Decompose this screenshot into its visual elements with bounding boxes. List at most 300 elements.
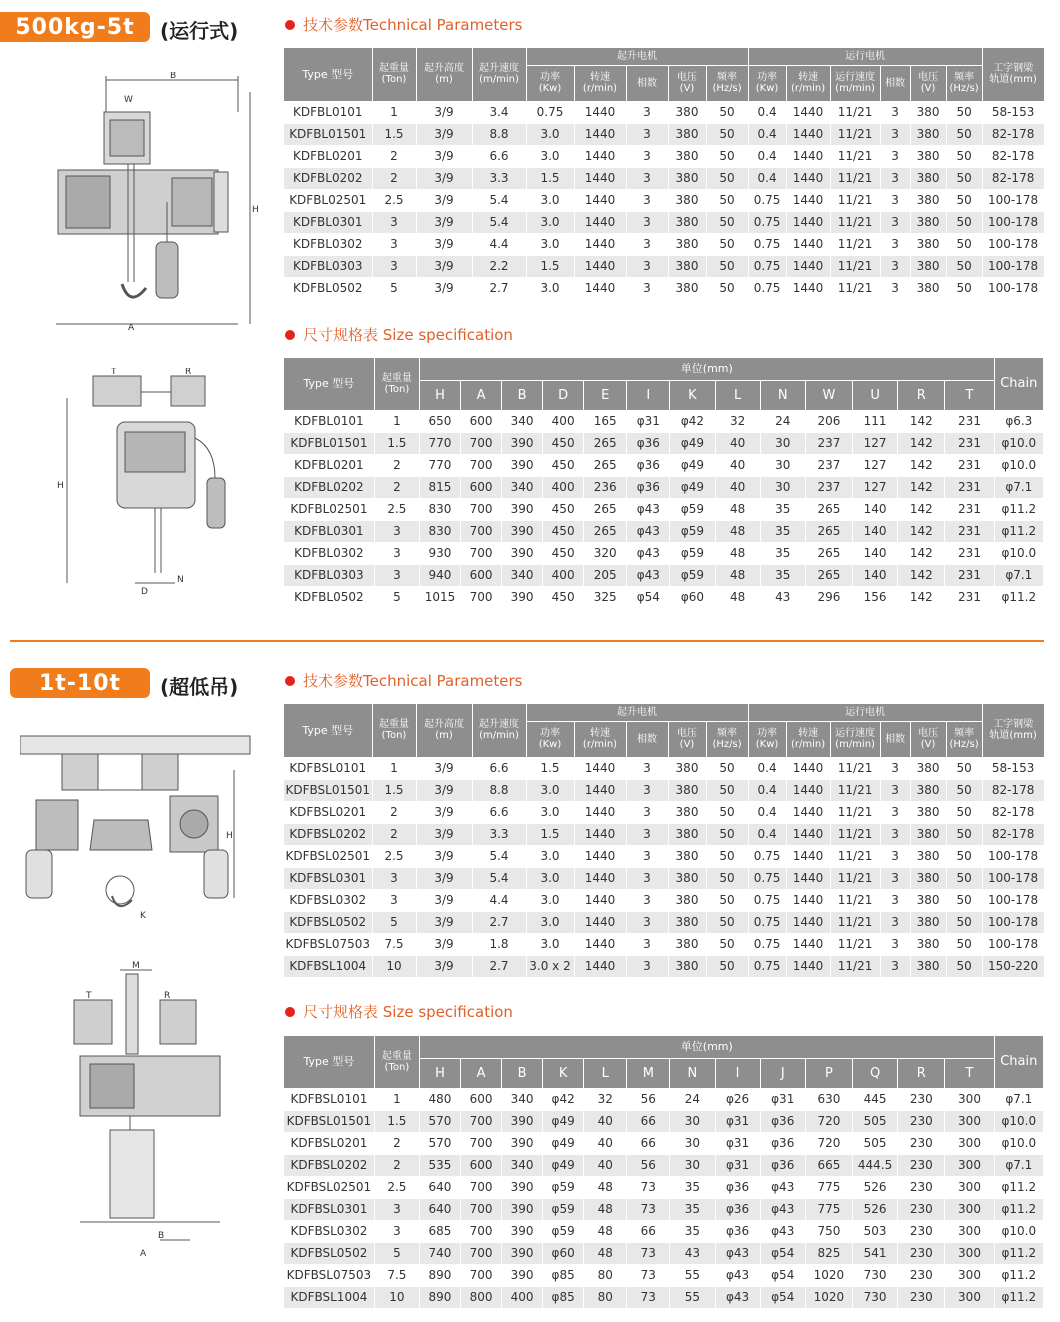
table-cell: 7.5 <box>374 1264 419 1286</box>
table-cell: 230 <box>898 1176 945 1198</box>
table-cell: 390 <box>502 1220 543 1242</box>
th-hoist-motor: 起升电机 <box>526 48 748 65</box>
table-row <box>284 454 1044 476</box>
model-cell: KDFBL0201 <box>284 145 372 167</box>
table-cell: 1440 <box>786 233 830 255</box>
table-cell: 48 <box>715 520 760 542</box>
table-cell: 30 <box>760 476 805 498</box>
table-cell: 50 <box>946 933 982 955</box>
column-header: L <box>584 1058 627 1088</box>
table-cell: 0.75 <box>526 101 574 123</box>
table-cell: 32 <box>715 410 760 432</box>
table-cell: 142 <box>898 410 945 432</box>
table-cell: φ60 <box>543 1242 584 1264</box>
table-cell: 3 <box>626 845 668 867</box>
table-cell: 0.75 <box>748 845 786 867</box>
table-row <box>284 933 1044 955</box>
table-cell: 0.75 <box>748 189 786 211</box>
table-cell: 1440 <box>786 867 830 889</box>
table-cell: 700 <box>461 1198 502 1220</box>
table-cell: 444.5 <box>853 1154 898 1176</box>
table-cell: 1.5 <box>372 123 416 145</box>
table-cell: 82-178 <box>982 801 1044 823</box>
table-row <box>284 211 1044 233</box>
table-cell: 300 <box>945 1088 994 1110</box>
column-header: M <box>627 1058 670 1088</box>
table-cell: φ59 <box>670 542 715 564</box>
table-cell: 400 <box>543 410 584 432</box>
dim-label-k: K <box>140 911 146 921</box>
table-cell: 11/21 <box>830 233 880 255</box>
table-cell: 380 <box>910 801 946 823</box>
table-cell: 3 <box>372 233 416 255</box>
table-cell: 640 <box>419 1176 460 1198</box>
table-cell: 230 <box>898 1286 945 1308</box>
table-row <box>284 1198 1044 1220</box>
table-cell: 3.3 <box>472 167 526 189</box>
table-cell: 1440 <box>786 757 830 779</box>
table-cell: 80 <box>584 1264 627 1286</box>
table-cell: 56 <box>627 1154 670 1176</box>
table-cell: 48 <box>715 564 760 586</box>
table-cell: 265 <box>805 520 852 542</box>
table-cell: 380 <box>668 233 706 255</box>
table-cell: 40 <box>715 476 760 498</box>
table-cell: 230 <box>898 1220 945 1242</box>
th-height: 起升高度 (m) <box>416 48 472 101</box>
th-capacity: 起重量 (Ton) <box>374 358 419 410</box>
table-cell: 380 <box>668 277 706 299</box>
table-cell: 11/21 <box>830 889 880 911</box>
model-cell: KDFBL02501 <box>284 189 372 211</box>
model-cell: KDFBL0303 <box>284 255 372 277</box>
table-cell: 50 <box>706 167 748 189</box>
dim-label-b2: B <box>158 1231 165 1241</box>
table-cell: 3.0 <box>526 123 574 145</box>
table-cell: 380 <box>668 933 706 955</box>
table-cell: 50 <box>706 867 748 889</box>
table-cell: φ11.2 <box>994 520 1043 542</box>
table-cell: 11/21 <box>830 867 880 889</box>
column-header: T <box>945 1058 994 1088</box>
table-cell: 3.0 <box>526 933 574 955</box>
table-cell: 1440 <box>786 955 830 977</box>
table-cell: 50 <box>946 757 982 779</box>
table-cell: 73 <box>627 1198 670 1220</box>
column-header: N <box>670 1058 715 1088</box>
table-cell: φ31 <box>715 1132 760 1154</box>
model-cell: KDFBSL0502 <box>284 1242 374 1264</box>
table-cell: 3/9 <box>416 889 472 911</box>
table-cell: 2.7 <box>472 955 526 977</box>
table-cell: 82-178 <box>982 145 1044 167</box>
table-row <box>284 410 1044 432</box>
table-cell: 100-178 <box>982 189 1044 211</box>
table-cell: 50 <box>946 845 982 867</box>
table-cell: 265 <box>584 498 627 520</box>
model-cell: KDFBSL0202 <box>284 823 372 845</box>
table-cell: 73 <box>627 1242 670 1264</box>
table-cell: 300 <box>945 1110 994 1132</box>
table-cell: 3 <box>372 867 416 889</box>
table-cell: 111 <box>853 410 898 432</box>
table-cell: 3 <box>626 277 668 299</box>
table-cell: 3 <box>880 189 910 211</box>
table-cell: 265 <box>805 564 852 586</box>
table-cell: 48 <box>715 586 760 608</box>
table-cell: 50 <box>706 145 748 167</box>
table-cell: 1 <box>374 1088 419 1110</box>
table-cell: 700 <box>461 1264 502 1286</box>
table-cell: 127 <box>853 454 898 476</box>
table-cell: 24 <box>760 410 805 432</box>
table-cell: 380 <box>910 123 946 145</box>
column-header: K <box>670 380 715 410</box>
table-cell: 142 <box>898 498 945 520</box>
table-cell: 100-178 <box>982 867 1044 889</box>
table-row <box>284 1220 1044 1242</box>
table-cell: 650 <box>419 410 460 432</box>
table-cell: 3 <box>880 845 910 867</box>
table-cell: 11/21 <box>830 911 880 933</box>
capacity-badge-2: 1t-10t <box>10 668 150 698</box>
table-cell: 82-178 <box>982 167 1044 189</box>
table-cell: φ59 <box>670 564 715 586</box>
table-cell: 300 <box>945 1198 994 1220</box>
model-cell: KDFBSL07503 <box>284 1264 374 1286</box>
table-cell: 73 <box>627 1286 670 1308</box>
table-cell: 11/21 <box>830 757 880 779</box>
table-cell: 140 <box>853 564 898 586</box>
table-cell: 730 <box>853 1286 898 1308</box>
table-cell: 390 <box>502 1242 543 1264</box>
table-cell: φ59 <box>543 1176 584 1198</box>
table-cell: 720 <box>805 1132 852 1154</box>
dim-label-h: H <box>252 205 259 215</box>
table-cell: 770 <box>419 454 460 476</box>
table-cell: 450 <box>543 586 584 608</box>
table-cell: 3.0 <box>526 779 574 801</box>
table-cell: 1440 <box>786 255 830 277</box>
table-cell: 48 <box>715 498 760 520</box>
table-cell: 390 <box>502 432 543 454</box>
table-cell: 770 <box>419 432 460 454</box>
table-cell: φ36 <box>627 432 670 454</box>
table-row <box>284 889 1044 911</box>
table-row <box>284 145 1044 167</box>
table-cell: 50 <box>946 801 982 823</box>
table-cell: 0.4 <box>748 167 786 189</box>
table-cell: 48 <box>584 1176 627 1198</box>
table-cell: 50 <box>706 801 748 823</box>
table-cell: 2 <box>372 145 416 167</box>
table-row <box>284 233 1044 255</box>
column-header: B <box>502 1058 543 1088</box>
table-cell: 390 <box>502 454 543 476</box>
table-cell: 0.75 <box>748 933 786 955</box>
table-cell: 890 <box>419 1264 460 1286</box>
table-cell: 600 <box>461 476 502 498</box>
table-cell: 700 <box>461 432 502 454</box>
table-cell: φ43 <box>715 1264 760 1286</box>
table-cell: 480 <box>419 1088 460 1110</box>
table-cell: 700 <box>461 1242 502 1264</box>
table-cell: φ49 <box>543 1154 584 1176</box>
capacity-badge-1: 500kg-5t <box>0 12 150 42</box>
table-cell: 58-153 <box>982 101 1044 123</box>
table-cell: φ31 <box>627 410 670 432</box>
table-cell: φ60 <box>670 586 715 608</box>
column-header: E <box>584 380 627 410</box>
table-cell: 48 <box>584 1242 627 1264</box>
table-cell: 380 <box>910 823 946 845</box>
table-cell: 3/9 <box>416 123 472 145</box>
table-cell: 50 <box>706 757 748 779</box>
table-cell: 1440 <box>574 867 626 889</box>
column-header: H <box>419 1058 460 1088</box>
size-spec-table-1 <box>284 358 1044 609</box>
table-cell: 3 <box>626 911 668 933</box>
table-cell: 1.5 <box>374 432 419 454</box>
table-cell: 3/9 <box>416 211 472 233</box>
table-cell: 3 <box>880 933 910 955</box>
table-cell: 40 <box>715 454 760 476</box>
bullet-icon <box>285 20 295 30</box>
dim-label-h3: H <box>226 831 233 841</box>
table-cell: 43 <box>760 586 805 608</box>
table-cell: 0.4 <box>748 145 786 167</box>
table-cell: φ43 <box>760 1220 805 1242</box>
table-cell: 48 <box>584 1198 627 1220</box>
table-cell: 3 <box>626 779 668 801</box>
table-cell: 0.75 <box>748 867 786 889</box>
table-cell: 50 <box>706 101 748 123</box>
table-cell: 3 <box>880 867 910 889</box>
hoist-drawing-3 <box>20 730 260 940</box>
model-cell: KDFBSL01501 <box>284 1110 374 1132</box>
table-cell: 265 <box>584 432 627 454</box>
table-cell: 3 <box>372 255 416 277</box>
table-cell: 700 <box>461 498 502 520</box>
table-cell: 231 <box>945 520 994 542</box>
model-cell: KDFBL0502 <box>284 586 374 608</box>
model-cell: KDFBL0101 <box>284 101 372 123</box>
table-cell: 100-178 <box>982 911 1044 933</box>
column-header: I <box>627 380 670 410</box>
table-cell: 50 <box>946 189 982 211</box>
table-row <box>284 955 1044 977</box>
table-cell: 340 <box>502 476 543 498</box>
tech-title-2: 技术参数Technical Parameters <box>285 670 523 691</box>
table-cell: 50 <box>706 845 748 867</box>
table-cell: 390 <box>502 1132 543 1154</box>
table-cell: 890 <box>419 1286 460 1308</box>
table-cell: 35 <box>670 1198 715 1220</box>
table-cell: 3 <box>372 211 416 233</box>
table-cell: 231 <box>945 454 994 476</box>
table-cell: 11/21 <box>830 845 880 867</box>
table-cell: 142 <box>898 586 945 608</box>
table-cell: 50 <box>946 255 982 277</box>
table-cell: 1.5 <box>526 757 574 779</box>
table-cell: 750 <box>805 1220 852 1242</box>
table-cell: 390 <box>502 1176 543 1198</box>
table-cell: 3/9 <box>416 101 472 123</box>
table-cell: 50 <box>706 955 748 977</box>
table-row <box>284 498 1044 520</box>
table-cell: 30 <box>760 454 805 476</box>
table-cell: 50 <box>706 823 748 845</box>
table-cell: 50 <box>946 955 982 977</box>
table-cell: 205 <box>584 564 627 586</box>
table-cell: φ11.2 <box>994 498 1043 520</box>
table-cell: 80 <box>584 1286 627 1308</box>
table-row <box>284 1286 1044 1308</box>
table-row <box>284 101 1044 123</box>
table-cell: 3 <box>626 933 668 955</box>
table-cell: 40 <box>584 1132 627 1154</box>
table-cell: φ36 <box>627 476 670 498</box>
table-cell: 3 <box>626 801 668 823</box>
table-cell: 237 <box>805 454 852 476</box>
column-header: A <box>461 1058 502 1088</box>
table-cell: 1.5 <box>526 167 574 189</box>
model-cell: KDFBSL01501 <box>284 779 372 801</box>
table-cell: φ42 <box>543 1088 584 1110</box>
dim-label-b: B <box>170 72 177 81</box>
th-speed: 起升速度 (m/min) <box>472 48 526 101</box>
table-cell: 11/21 <box>830 101 880 123</box>
table-row <box>284 1154 1044 1176</box>
size-title-1: 尺寸规格表 Size specification <box>285 324 513 345</box>
table-cell: 1440 <box>574 889 626 911</box>
table-cell: φ59 <box>670 520 715 542</box>
bullet-icon <box>285 1007 295 1017</box>
table-cell: 1 <box>372 101 416 123</box>
table-cell: 570 <box>419 1110 460 1132</box>
dim-label-w: W <box>124 95 133 105</box>
table-cell: 231 <box>945 410 994 432</box>
table-cell: 296 <box>805 586 852 608</box>
table-cell: 0.75 <box>748 255 786 277</box>
table-cell: 11/21 <box>830 277 880 299</box>
table-cell: 3.0 <box>526 801 574 823</box>
table-cell: 380 <box>668 757 706 779</box>
column-header: L <box>715 380 760 410</box>
table-cell: φ31 <box>715 1110 760 1132</box>
table-cell: 3 <box>626 757 668 779</box>
table-cell: 400 <box>502 1286 543 1308</box>
table-cell: φ36 <box>715 1198 760 1220</box>
table-cell: 720 <box>805 1110 852 1132</box>
model-cell: KDFBL0202 <box>284 167 372 189</box>
table-cell: 825 <box>805 1242 852 1264</box>
dim-label-d: D <box>141 587 148 597</box>
table-cell: 230 <box>898 1132 945 1154</box>
table-cell: 3/9 <box>416 823 472 845</box>
table-cell: 340 <box>502 1088 543 1110</box>
table-cell: φ43 <box>627 564 670 586</box>
th-chain: Chain <box>994 358 1043 410</box>
table-cell: 142 <box>898 476 945 498</box>
table-cell: 100-178 <box>982 211 1044 233</box>
table-cell: 3/9 <box>416 911 472 933</box>
column-header: D <box>543 380 584 410</box>
table-cell: 3.4 <box>472 101 526 123</box>
badge-subtitle-1: (运行式) <box>160 19 239 43</box>
model-cell: KDFBSL02501 <box>284 845 372 867</box>
table-cell: 35 <box>760 498 805 520</box>
table-row <box>284 520 1044 542</box>
table-cell: 2.5 <box>372 189 416 211</box>
table-cell: 50 <box>946 779 982 801</box>
table-cell: 237 <box>805 432 852 454</box>
table-cell: 230 <box>898 1088 945 1110</box>
size-title-2: 尺寸规格表 Size specification <box>285 1001 513 1022</box>
table-cell: 142 <box>898 454 945 476</box>
table-cell: 11/21 <box>830 823 880 845</box>
column-header: I <box>715 1058 760 1088</box>
table-cell: 100-178 <box>982 255 1044 277</box>
table-cell: 685 <box>419 1220 460 1242</box>
column-header: B <box>502 380 543 410</box>
table-cell: 380 <box>668 889 706 911</box>
model-cell: KDFBSL07503 <box>284 933 372 955</box>
table-cell: 2.5 <box>374 498 419 520</box>
table-cell: φ54 <box>760 1286 805 1308</box>
table-cell: 700 <box>461 1110 502 1132</box>
table-cell: 390 <box>502 542 543 564</box>
table-row <box>284 167 1044 189</box>
dim-label-n: N <box>177 575 184 585</box>
table-cell: 3 <box>880 123 910 145</box>
table-cell: 830 <box>419 498 460 520</box>
table-cell: 730 <box>853 1264 898 1286</box>
table-cell: 1 <box>374 410 419 432</box>
table-cell: 380 <box>668 145 706 167</box>
table-cell: 800 <box>461 1286 502 1308</box>
bullet-icon <box>285 676 295 686</box>
table-cell: 100-178 <box>982 277 1044 299</box>
table-cell: 231 <box>945 542 994 564</box>
table-cell: φ59 <box>543 1198 584 1220</box>
table-cell: 35 <box>760 542 805 564</box>
table-cell: 2 <box>374 1154 419 1176</box>
table-cell: 40 <box>584 1110 627 1132</box>
table-row <box>284 1176 1044 1198</box>
table-cell: 3 <box>374 564 419 586</box>
table-cell: 156 <box>853 586 898 608</box>
table-cell: 775 <box>805 1176 852 1198</box>
table-cell: 3/9 <box>416 955 472 977</box>
table-cell: 50 <box>946 823 982 845</box>
model-cell: KDFBL0502 <box>284 277 372 299</box>
table-cell: 380 <box>910 255 946 277</box>
table-cell: 0.4 <box>748 123 786 145</box>
table-cell: 11/21 <box>830 779 880 801</box>
table-cell: 380 <box>668 867 706 889</box>
table-cell: 700 <box>461 1132 502 1154</box>
table-cell: 665 <box>805 1154 852 1176</box>
table-cell: 3 <box>374 1220 419 1242</box>
table-cell: 380 <box>668 801 706 823</box>
table-cell: 3.0 <box>526 277 574 299</box>
table-cell: φ85 <box>543 1264 584 1286</box>
column-header: U <box>853 380 898 410</box>
table-cell: 1.5 <box>374 1110 419 1132</box>
table-cell: 5 <box>374 1242 419 1264</box>
table-cell: φ31 <box>760 1088 805 1110</box>
